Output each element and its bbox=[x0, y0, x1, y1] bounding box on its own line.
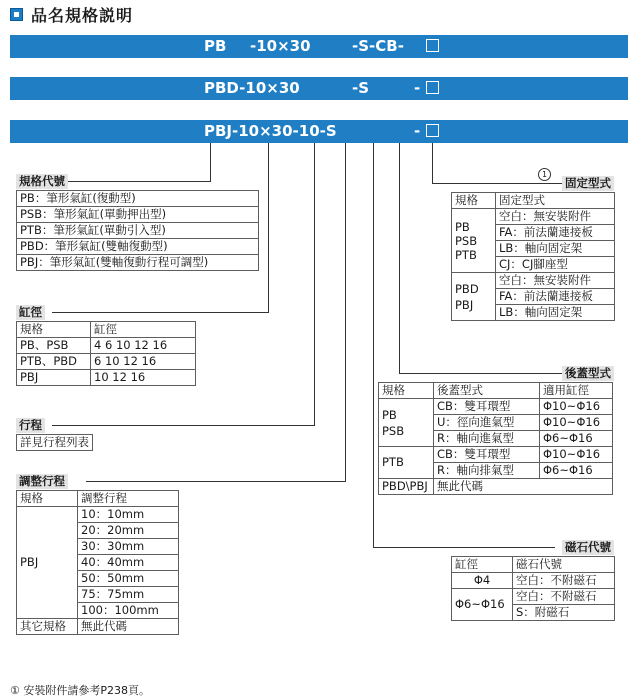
rear-heading: 後蓋型式 bbox=[562, 366, 614, 381]
list-item: PBD：筆形氣缸(雙軸復動型) bbox=[17, 238, 258, 254]
connector bbox=[210, 143, 211, 181]
table-cell: Φ6~Φ16 bbox=[540, 463, 613, 479]
table-cell: CB：雙耳環型 bbox=[434, 447, 540, 463]
table-row bbox=[452, 193, 615, 209]
spec-label: PTB bbox=[455, 247, 477, 262]
connector bbox=[86, 481, 346, 482]
table-cell: CJ：CJ腳座型 bbox=[496, 257, 615, 273]
table-cell: 75：75mm bbox=[78, 587, 179, 603]
table-header: 後蓋型式 bbox=[434, 383, 540, 399]
spec-label: PB bbox=[382, 407, 397, 422]
code-bore-stroke: -10×30 bbox=[250, 37, 311, 55]
table-cell: FA：前法蘭連接板 bbox=[496, 289, 615, 305]
table-row bbox=[379, 479, 613, 495]
table-cell: PTB bbox=[379, 447, 434, 479]
table-cell: PBD\PBJ bbox=[379, 479, 434, 495]
table-row bbox=[17, 619, 179, 635]
spec-code-list bbox=[16, 190, 259, 271]
table-cell: 10：10mm bbox=[78, 507, 179, 523]
connector bbox=[65, 181, 211, 182]
table-cell: LB：軸向固定架 bbox=[496, 305, 615, 321]
table-cell: FA：前法蘭連接板 bbox=[496, 225, 615, 241]
table-row bbox=[17, 491, 179, 507]
table-cell: 50：50mm bbox=[78, 571, 179, 587]
table-row bbox=[17, 338, 196, 354]
table-row bbox=[452, 557, 615, 573]
connector bbox=[432, 143, 433, 183]
table-row bbox=[379, 399, 613, 415]
table-cell: 20：20mm bbox=[78, 523, 179, 539]
list-item: PB：筆形氣缸(復動型) bbox=[20, 191, 136, 205]
mount-heading: 固定型式 bbox=[562, 176, 614, 191]
code-suffix: -S-CB- bbox=[352, 37, 404, 55]
spec-code-heading: 規格代號 bbox=[16, 174, 68, 189]
bore-heading: 缸徑 bbox=[16, 305, 45, 320]
table-cell: PBJ bbox=[17, 507, 78, 619]
table-row bbox=[17, 354, 196, 370]
placeholder-box-icon bbox=[426, 124, 439, 137]
code-pbd: PBD-10×30 bbox=[204, 79, 300, 97]
table-cell: 6 10 12 16 bbox=[91, 354, 196, 370]
code-pb: PB bbox=[204, 37, 227, 55]
code-dash: - bbox=[414, 79, 421, 97]
table-cell: Φ6~Φ16 bbox=[540, 431, 613, 447]
spec-label: PBJ bbox=[455, 297, 474, 312]
table-cell: 空白：不附磁石 bbox=[513, 573, 615, 589]
code-box-1 bbox=[426, 35, 439, 58]
spec-label: PB bbox=[455, 219, 470, 234]
table-row bbox=[452, 573, 615, 589]
table-cell: LB：軸向固定架 bbox=[496, 241, 615, 257]
adjust-table bbox=[16, 490, 179, 635]
mount-table bbox=[451, 192, 615, 321]
footnote: ① 安裝附件請參考P238頁。 bbox=[10, 684, 150, 697]
page-title bbox=[10, 3, 133, 26]
spec-label: PSB bbox=[455, 233, 478, 248]
stroke-heading: 行程 bbox=[16, 418, 45, 433]
table-cell: Φ10~Φ16 bbox=[540, 399, 613, 415]
connector bbox=[52, 312, 269, 313]
title-text: 品名規格説明 bbox=[31, 6, 134, 25]
list-item: PSB：筆形氣缸(單動押出型) bbox=[17, 206, 258, 222]
table-cell: 無此代碼 bbox=[78, 619, 179, 635]
table-header: 規格 bbox=[452, 193, 496, 209]
table-header: 缸徑 bbox=[91, 322, 196, 338]
table-cell: PB、PSB bbox=[17, 338, 91, 354]
code-bar-1 bbox=[10, 35, 628, 58]
table-row bbox=[17, 507, 179, 523]
table-cell: S：附磁石 bbox=[513, 605, 615, 621]
code-pbj: PBJ-10×30-10-S bbox=[204, 122, 337, 140]
table-cell: 空白：不附磁石 bbox=[513, 589, 615, 605]
table-cell: 30：30mm bbox=[78, 539, 179, 555]
table-cell: 空白：無安裝附件 bbox=[496, 209, 615, 225]
table-header: 缸徑 bbox=[452, 557, 513, 573]
placeholder-box-icon bbox=[426, 39, 439, 52]
list-item: PBJ：筆形氣缸(雙軸復動行程可調型) bbox=[17, 254, 258, 270]
table-cell: 空白：無安裝附件 bbox=[496, 273, 615, 289]
connector bbox=[432, 183, 562, 184]
code-box-2 bbox=[426, 77, 439, 100]
table-cell: PBJ bbox=[17, 370, 91, 386]
connector bbox=[373, 547, 555, 548]
table-cell: 10 12 16 bbox=[91, 370, 196, 386]
table-cell bbox=[379, 399, 434, 447]
placeholder-box-icon bbox=[426, 81, 439, 94]
table-cell: Φ10~Φ16 bbox=[540, 415, 613, 431]
stroke-panel bbox=[16, 434, 93, 451]
connector bbox=[373, 143, 374, 547]
table-cell: 4 6 10 12 16 bbox=[91, 338, 196, 354]
table-cell: CB：雙耳環型 bbox=[434, 399, 540, 415]
table-cell: 100：100mm bbox=[78, 603, 179, 619]
circled-one-icon: 1 bbox=[538, 168, 551, 181]
table-row bbox=[379, 383, 613, 399]
code-s: -S bbox=[352, 79, 370, 97]
table-cell: R：軸向進氣型 bbox=[434, 431, 540, 447]
table-header: 規格 bbox=[17, 322, 91, 338]
connector bbox=[268, 143, 269, 312]
table-cell bbox=[452, 209, 496, 273]
table-cell: R：軸向排氣型 bbox=[434, 463, 540, 479]
table-cell: PTB、PBD bbox=[17, 354, 91, 370]
table-row bbox=[17, 322, 196, 338]
table-cell: Φ6~Φ16 bbox=[452, 589, 513, 621]
table-cell: 無此代碼 bbox=[434, 479, 613, 495]
connector bbox=[399, 373, 562, 374]
table-cell: Φ10~Φ16 bbox=[540, 447, 613, 463]
code-bar-2 bbox=[10, 77, 628, 100]
spec-label: PBD bbox=[455, 281, 479, 296]
table-header: 調整行程 bbox=[78, 491, 179, 507]
table-header: 規格 bbox=[379, 383, 434, 399]
code-dash: - bbox=[414, 122, 421, 140]
connector bbox=[399, 143, 400, 373]
code-box-3 bbox=[426, 120, 439, 143]
table-header: 適用缸徑 bbox=[540, 383, 613, 399]
table-row bbox=[379, 447, 613, 463]
table-row bbox=[452, 273, 615, 289]
table-header: 固定型式 bbox=[496, 193, 615, 209]
stroke-text: 詳見行程列表 bbox=[20, 435, 89, 449]
table-cell: 40：40mm bbox=[78, 555, 179, 571]
table-cell: U：徑向進氣型 bbox=[434, 415, 540, 431]
table-header: 磁石代號 bbox=[513, 557, 615, 573]
magnet-table bbox=[451, 556, 615, 621]
square-bullet-icon bbox=[10, 8, 23, 21]
table-row bbox=[452, 209, 615, 225]
table-cell bbox=[452, 273, 496, 321]
connector bbox=[52, 425, 315, 426]
table-row bbox=[17, 370, 196, 386]
table-header: 規格 bbox=[17, 491, 78, 507]
connector bbox=[345, 143, 346, 481]
bore-table bbox=[16, 321, 196, 386]
list-item: PTB：筆形氣缸(單動引入型) bbox=[17, 222, 258, 238]
table-cell: Φ4 bbox=[452, 573, 513, 589]
table-cell: 其它規格 bbox=[17, 619, 78, 635]
spec-label: PSB bbox=[382, 423, 405, 438]
connector bbox=[314, 143, 315, 425]
rear-table bbox=[378, 382, 613, 495]
magnet-heading: 磁石代號 bbox=[562, 540, 614, 555]
table-row bbox=[452, 589, 615, 605]
adjust-heading: 調整行程 bbox=[16, 474, 68, 489]
note-marker bbox=[538, 163, 551, 182]
